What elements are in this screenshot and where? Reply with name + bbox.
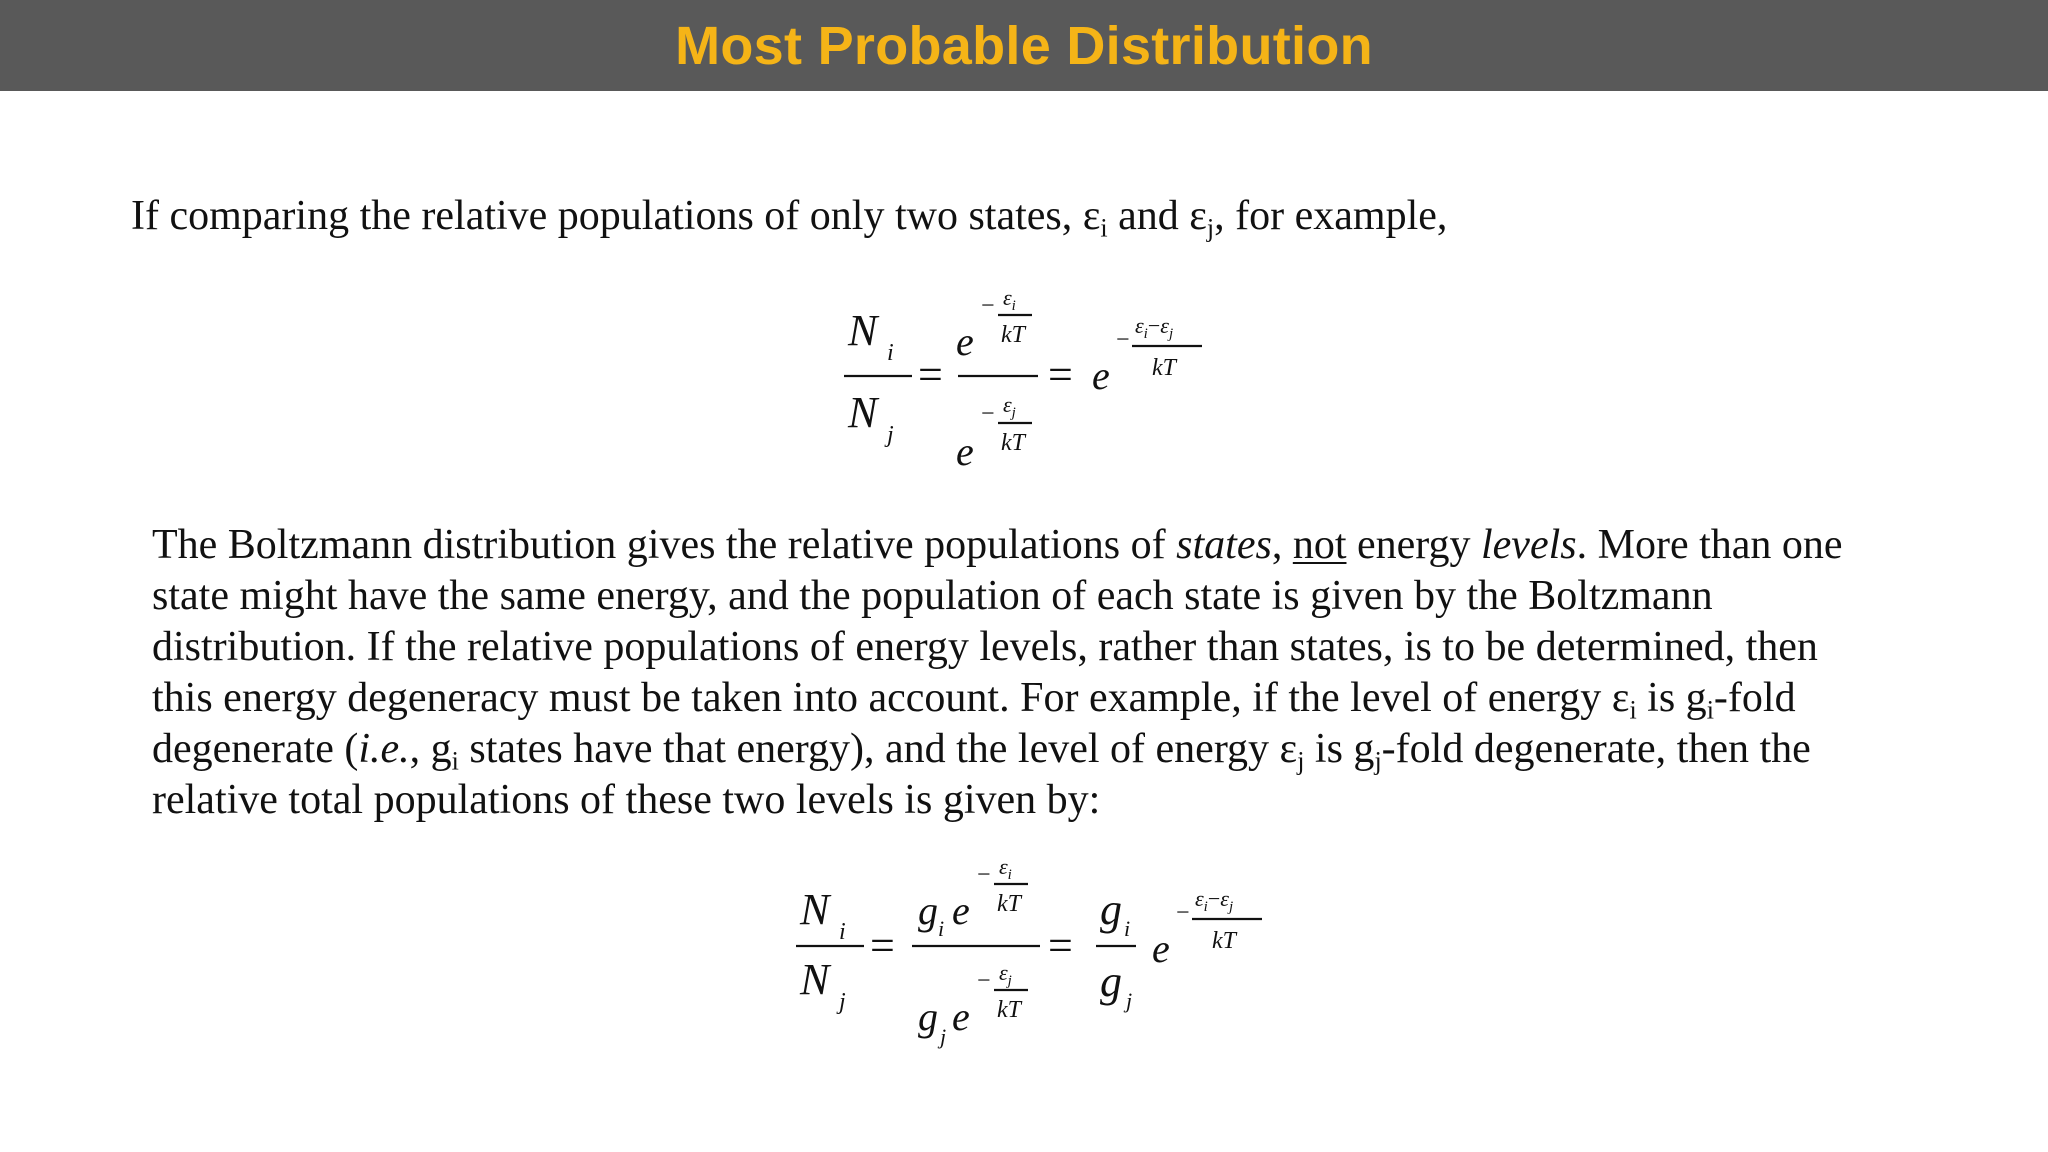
paragraph-text: is g — [1304, 726, 1375, 772]
boltzmann-paragraph — [152, 520, 2002, 826]
eq1-minus-top: − — [981, 293, 995, 319]
title-bar — [0, 0, 2048, 91]
paragraph-subscript: i — [1706, 695, 1714, 725]
intro-text-part: If comparing the relative populations of only two states, ε — [131, 193, 1101, 239]
eq1-equals-2: = — [1048, 350, 1073, 399]
equation-population-ratio-states — [838, 275, 1238, 475]
eq1-kT-result: kT — [1152, 355, 1176, 381]
paragraph-text: this energy degeneracy must be taken into account. For example, if the level of energy ε — [152, 675, 1630, 721]
paragraph-text: , g — [409, 726, 452, 772]
eq1-N-numerator: N — [848, 306, 878, 355]
paragraph-line-6: relative total populations of these two levels is given by: — [152, 777, 1101, 823]
eq2-N-denominator: N — [800, 955, 830, 1004]
eq1-equals-1: = — [918, 350, 943, 399]
paragraph-subscript: j — [1374, 746, 1382, 776]
eq1-minus-result: − — [1116, 327, 1130, 353]
eq2-e-numerator: e — [952, 888, 970, 933]
eq2-g-denominator: g — [918, 994, 938, 1039]
paragraph-subscript: i — [451, 746, 459, 776]
eq1-kT-top: kT — [1001, 322, 1025, 348]
paragraph-underline-not: not — [1292, 522, 1347, 568]
eq2-eps-diff: $\varepsilon_i-\varepsilon_j$ — [1195, 886, 1234, 915]
eq2-N-numerator: N — [800, 885, 830, 934]
paragraph-line-4 — [152, 673, 2002, 724]
paragraph-line-5 — [152, 724, 2002, 775]
paragraph-subscript: i — [1629, 695, 1637, 725]
eq1-e-result: e — [1092, 353, 1110, 398]
equation-population-ratio-levels — [790, 850, 1270, 1050]
paragraph-line-2: state might have the same energy, and the population of each state is given by the Boltzmann — [152, 573, 1713, 619]
eq2-g-sub-j: j — [940, 1024, 947, 1049]
eq1-sub-j: j — [887, 422, 894, 448]
paragraph-line-1 — [152, 520, 2002, 571]
eq2-equals-2: = — [1048, 921, 1073, 970]
paragraph-text: is g — [1636, 675, 1707, 721]
paragraph-text: energy — [1346, 522, 1481, 568]
intro-text — [131, 188, 1931, 244]
page-title: Most Probable Distribution — [675, 15, 1373, 76]
paragraph-text: , — [1271, 522, 1293, 568]
paragraph-subscript: j — [1297, 746, 1305, 776]
paragraph-text: . More than one — [1576, 522, 1843, 568]
intro-subscript: j — [1206, 213, 1215, 243]
intro-text-part: , for example, — [1214, 193, 1448, 239]
eq2-minus-result: − — [1176, 900, 1190, 926]
paragraph-text: -fold degenerate, then the — [1381, 726, 1811, 772]
eq2-g-ratio-numerator: g — [1100, 885, 1122, 934]
eq2-kT-top: kT — [997, 891, 1021, 917]
eq1-e-denominator: e — [956, 429, 974, 474]
paragraph-text: -fold — [1713, 675, 1796, 721]
intro-subscript: i — [1100, 213, 1108, 243]
intro-text-part: and ε — [1107, 193, 1207, 239]
eq1-N-denominator: N — [848, 388, 878, 437]
paragraph-text: The Boltzmann distribution gives the relative populations of — [152, 522, 1177, 568]
eq2-equals-1: = — [870, 921, 895, 970]
eq2-g-ratio-denominator: g — [1100, 957, 1122, 1006]
eq2-g-sub-i: i — [938, 916, 945, 941]
eq1-minus-bottom: − — [981, 401, 995, 427]
eq2-minus-top: − — [977, 862, 991, 888]
paragraph-emphasis-ie: i.e. — [358, 726, 410, 772]
eq1-eps-j-bottom: $\varepsilon_j$ — [1003, 392, 1016, 421]
eq1-kT-bottom: kT — [1001, 430, 1025, 456]
eq1-e-numerator: e — [956, 319, 974, 364]
eq2-minus-bottom: − — [977, 968, 991, 994]
eq2-e-denominator: e — [952, 994, 970, 1039]
paragraph-emphasis-levels: levels — [1481, 522, 1577, 568]
eq2-sub-i: i — [839, 919, 846, 945]
eq2-eps-i-top: $\varepsilon_i$ — [999, 854, 1012, 883]
eq2-sub-j: j — [839, 989, 846, 1015]
eq2-kT-bottom: kT — [997, 997, 1021, 1023]
eq2-g-numerator: g — [918, 888, 938, 933]
eq1-eps-i-top: $\varepsilon_i$ — [1003, 285, 1016, 314]
eq2-eps-j-bottom: $\varepsilon_j$ — [999, 960, 1012, 989]
paragraph-line-3: distribution. If the relative populations of energy levels, rather than states, is to be determined, then — [152, 624, 1818, 670]
paragraph-text: states have that energy), and the level of energy ε — [458, 726, 1298, 772]
eq2-e-result: e — [1152, 926, 1170, 971]
eq1-eps-diff: $\varepsilon_i-\varepsilon_j$ — [1135, 313, 1174, 342]
eq2-g-ratio-sub-i: i — [1124, 916, 1131, 941]
eq2-g-ratio-sub-j: j — [1126, 988, 1133, 1013]
eq2-kT-result: kT — [1212, 928, 1236, 954]
eq1-sub-i: i — [887, 340, 894, 366]
paragraph-emphasis-states: states — [1176, 522, 1272, 568]
paragraph-text: degenerate ( — [152, 726, 359, 772]
